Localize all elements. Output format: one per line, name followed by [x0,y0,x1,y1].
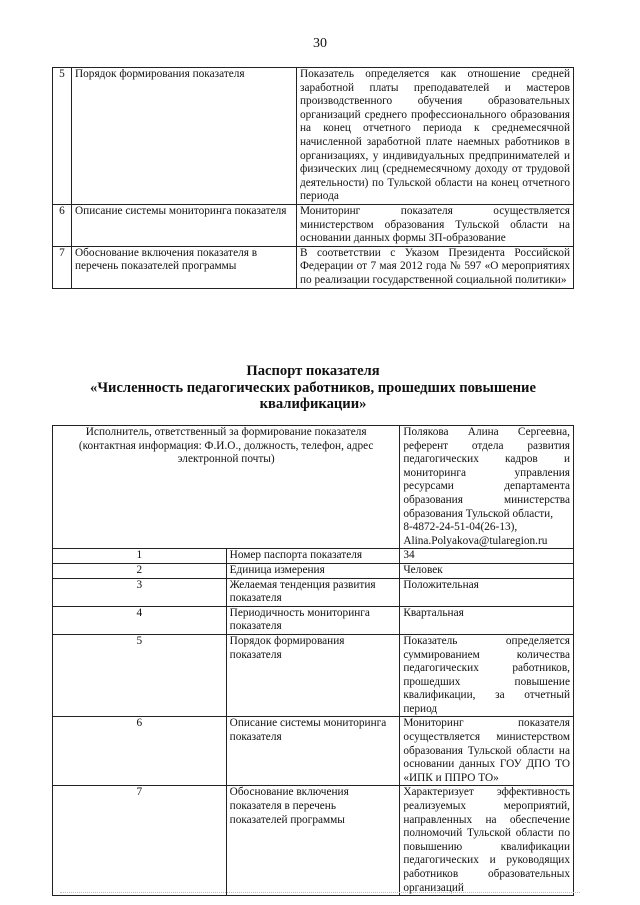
row-value: Показатель определяется как отношение средней заработной платы преподавателей и мастеров производственного обучения образовательных организаций среднего профессионального образования на конец отчетного периода к среднемесячной начисленной заработной плате наемных работников в организациях, у индивидуальных предпринимателей и физических лиц (среднемесячному доходу от трудовой деятельности) по Тульской области на конец отчетного периода [297,68,574,205]
row-value: 34 [400,549,574,564]
executor-phone: 8-4872-24-51-04(26-13), [403,521,518,534]
executor-email: Alina.Polyakova@tularegion.ru [403,534,548,547]
executor-label: Исполнитель, ответственный за формирование показателя (контактная информация: Ф.И.О., должность, телефон, адрес электронной почты) [53,426,400,549]
heading-line-2: «Численность педагогических работников, прошедших повышение [90,379,536,396]
row-number: 5 [53,68,72,205]
executor-row [53,426,574,549]
table-row [53,563,574,578]
table-row [53,634,574,717]
row-label: Номер паспорта показателя [226,549,400,564]
executor-name-position: Полякова Алина Сергеевна, референт отдела развития педагогических кадров и мониторинга управления ресурсами департамента образования министерства образования Тульской области, [403,426,570,520]
row-label: Обоснование включения показателя в перечень показателей программы [226,786,400,896]
table-row [53,606,574,634]
row-value: Человек [400,563,574,578]
passport-heading [52,363,574,413]
table-row [53,717,574,786]
page-number: 30 [313,36,327,51]
passport-table [52,425,574,896]
row-value: Квартальная [400,606,574,634]
passport-table-continued [52,67,574,289]
heading-line-3: квалификации» [259,396,367,412]
table-row [53,578,574,606]
row-label: Желаемая тенденция развития показателя [226,578,400,606]
heading-line-1: Паспорт показателя [246,363,380,379]
row-label: Порядок формирования показателя [72,68,297,205]
row-value: Мониторинг показателя осуществляется министерством образования Тульской области на основании данных формы ЗП-образование [297,204,574,246]
table-row [53,68,574,205]
row-number: 1 [53,549,227,564]
scan-footer-marks [60,892,580,895]
row-number: 5 [53,634,227,717]
row-number: 2 [53,563,227,578]
table-row [53,204,574,246]
row-label: Описание системы мониторинга показателя [72,204,297,246]
row-value: В соответствии с Указом Президента Российской Федерации от 7 мая 2012 года № 597 «О мероприятиях по реализации государственной социальной политики» [297,246,574,288]
row-number: 6 [53,717,227,786]
table-row [53,246,574,288]
row-value: Положительная [400,578,574,606]
row-label: Порядок формирования показателя [226,634,400,717]
row-label: Периодичность мониторинга показателя [226,606,400,634]
row-value: Мониторинг показателя осуществляется министерством образования Тульской области на основании данных ГОУ ДПО ТО «ИПК и ППРО ТО» [400,717,574,786]
row-label: Единица измерения [226,563,400,578]
row-number: 3 [53,578,227,606]
table-row [53,549,574,564]
table-row [53,786,574,896]
row-number: 7 [53,246,72,288]
row-number: 4 [53,606,227,634]
executor-value [400,426,574,549]
row-label: Обоснование включения показателя в перечень показателей программы [72,246,297,288]
row-number: 7 [53,786,227,896]
row-value: Показатель определяется суммированием количества педагогических работников, прошедших повышение квалификации, за отчетный период [400,634,574,717]
row-number: 6 [53,204,72,246]
row-label: Описание системы мониторинга показателя [226,717,400,786]
row-value: Характеризует эффективность реализуемых мероприятий, направленных на обеспечение полномочий Тульской области по повышению квалификации педагогических и руководящих работников образовательных организаций [400,786,574,896]
